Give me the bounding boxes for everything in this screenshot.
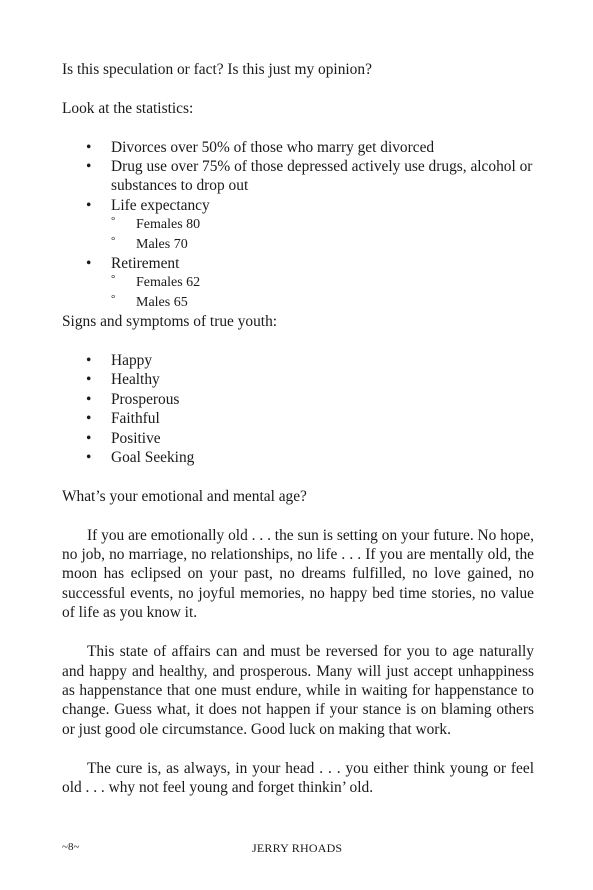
- bullet-icon: •: [86, 449, 92, 467]
- list-item: [62, 429, 534, 448]
- paragraph-emotionally-old: If you are emotionally old . . . the sun is setting on your future. No hope, no job, no marriage, no relationships, no life . . . If you are mentally old, the moon has eclipsed on your past, no dreams fulfilled, no love gained, no successful events, no joyful memories, no happy bed time stories, no value of life as you know it.: [62, 526, 534, 622]
- list-item: [62, 138, 534, 157]
- running-footer-author: JERRY RHOADS: [252, 841, 343, 855]
- list-item: [62, 196, 534, 254]
- circle-bullet-icon: °: [111, 273, 116, 286]
- list-item: [111, 293, 534, 312]
- bullet-icon: •: [86, 196, 92, 214]
- list-item: [62, 390, 534, 409]
- stat-drug-use: Drug use over 75% of those depressed actively use drugs, alcohol or substances to drop out: [111, 158, 533, 195]
- life-expectancy-sublist: [111, 215, 534, 254]
- age-question: What’s your emotional and mental age?: [62, 487, 307, 505]
- sign-goal-seeking: Goal Seeking: [111, 449, 195, 467]
- page-body: [62, 60, 534, 797]
- retirement-sublist: [111, 273, 534, 312]
- sign-faithful: Faithful: [111, 410, 160, 428]
- list-item: [62, 409, 534, 428]
- bullet-icon: •: [86, 390, 92, 408]
- life-expectancy-males: Males 70: [136, 236, 188, 252]
- bullet-icon: •: [86, 158, 92, 175]
- sign-happy: Happy: [111, 352, 153, 370]
- bullet-icon: •: [86, 138, 92, 156]
- list-item: [62, 157, 534, 196]
- bullet-icon: •: [86, 410, 92, 428]
- sign-positive: Positive: [111, 429, 161, 447]
- signs-heading: Signs and symptoms of true youth:: [62, 313, 278, 331]
- list-item: [62, 370, 534, 389]
- bullet-icon: •: [86, 352, 92, 370]
- retirement-females: Females 62: [136, 275, 201, 291]
- intro-question: Is this speculation or fact? Is this just my opinion?: [62, 61, 372, 78]
- list-item: [62, 254, 534, 312]
- bullet-icon: •: [86, 255, 92, 273]
- stats-list: [62, 138, 534, 313]
- circle-bullet-icon: °: [111, 215, 116, 228]
- stat-divorces: Divorces over 50% of those who marry get divorced: [111, 138, 435, 156]
- signs-list: [62, 351, 534, 467]
- list-item: [111, 273, 534, 292]
- life-expectancy-females: Females 80: [136, 217, 201, 233]
- page-number: ~8~: [62, 841, 80, 853]
- paragraph-the-cure: The cure is, as always, in your head . . . you either think young or feel old . . . why not feel young and forget thinkin’ old.: [62, 759, 534, 796]
- list-item: [62, 448, 534, 467]
- stat-life-expectancy: Life expectancy: [111, 196, 210, 214]
- list-item: [62, 351, 534, 370]
- bullet-icon: •: [86, 371, 92, 389]
- stat-retirement: Retirement: [111, 255, 180, 273]
- sign-prosperous: Prosperous: [111, 390, 180, 408]
- list-item: [111, 235, 534, 254]
- sign-healthy: Healthy: [111, 371, 160, 389]
- retirement-males: Males 65: [136, 294, 188, 310]
- stats-heading: Look at the statistics:: [62, 99, 194, 117]
- circle-bullet-icon: °: [111, 292, 116, 305]
- list-item: [111, 215, 534, 234]
- bullet-icon: •: [86, 429, 92, 447]
- circle-bullet-icon: °: [111, 234, 116, 247]
- paragraph-state-of-affairs: This state of affairs can and must be reversed for you to age naturally and happy and healthy, and prosperous. Many will just accept unhappiness as happenstance that one must endure, while in waiting for happenstance to change. Guess what, it does not happen if your stance is on blaming others or just good ole circumstance. Good luck on making that work.: [62, 643, 534, 738]
